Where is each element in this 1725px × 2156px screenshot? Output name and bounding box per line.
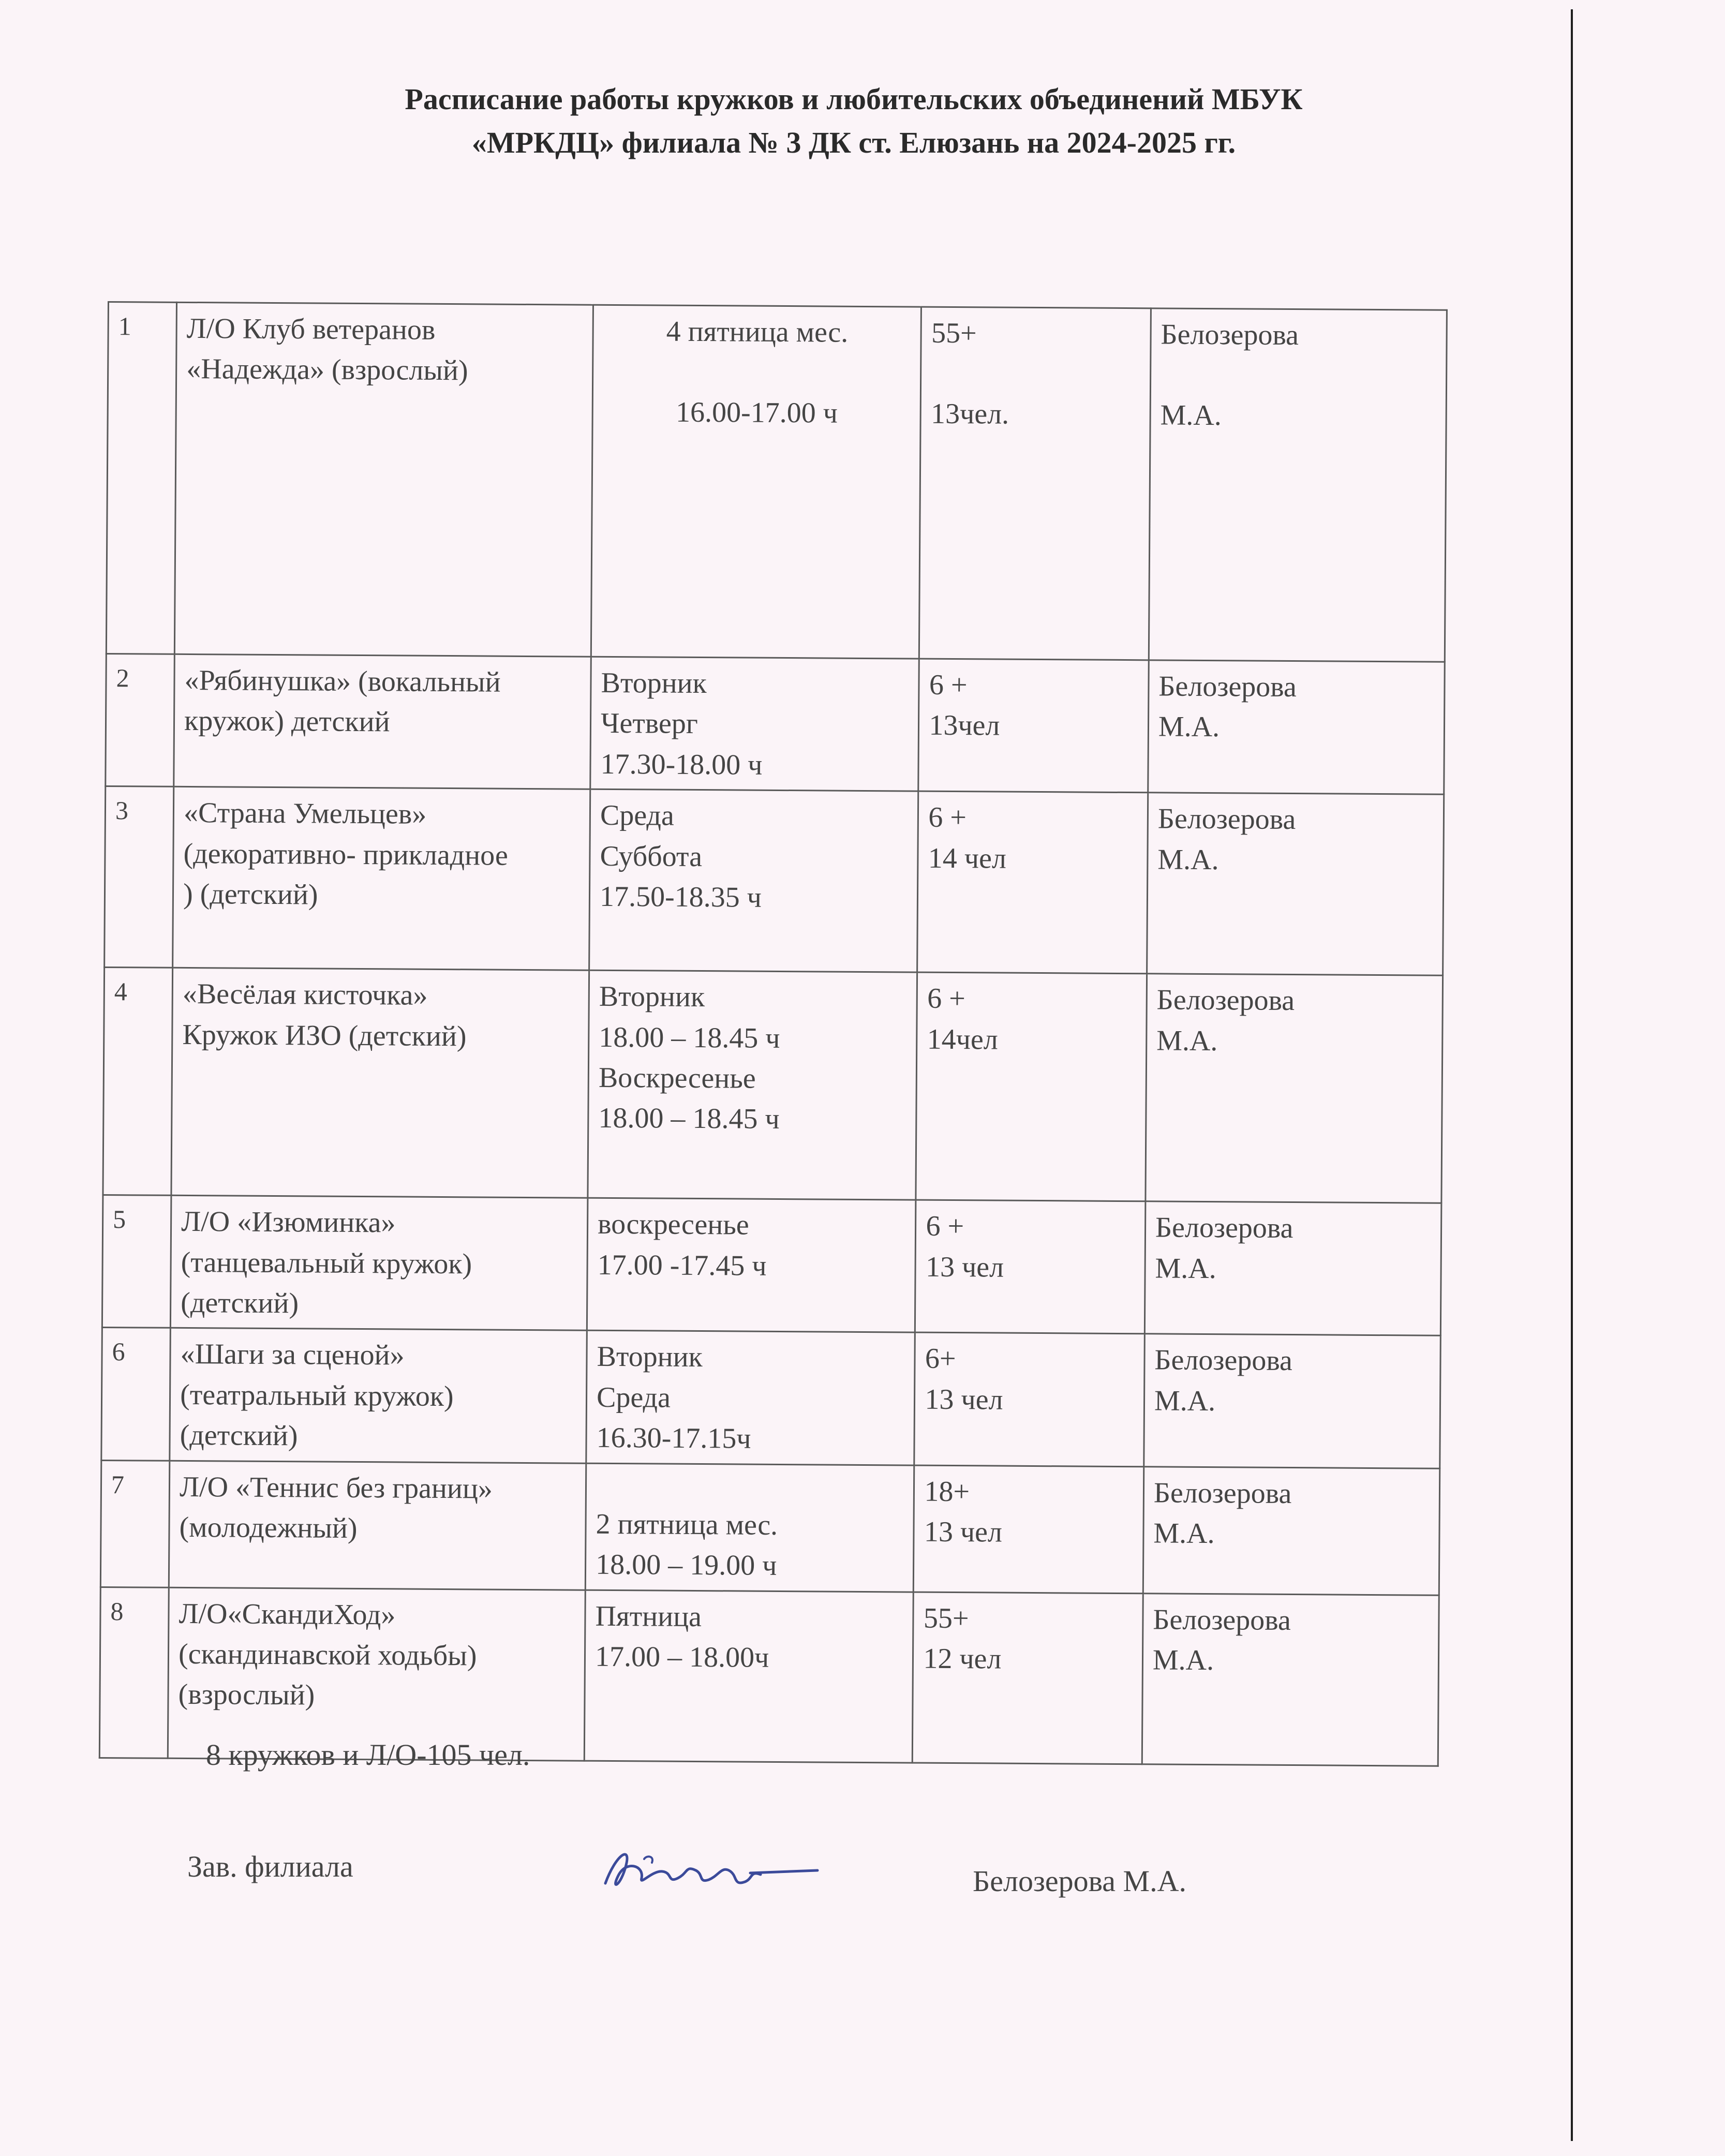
position-label: Зав. филиала	[187, 1850, 353, 1883]
page-edge-line	[1571, 9, 1573, 2141]
club-schedule: Вторник Среда 16.30-17.15ч	[586, 1331, 915, 1465]
club-leader: Белозерова М.А.	[1146, 974, 1443, 1203]
table-row	[101, 1328, 1441, 1468]
schedule-table	[99, 301, 1448, 1766]
club-schedule: 4 пятница мес. 16.00-17.00 ч	[591, 305, 921, 659]
club-schedule: Вторник Четверг 17.30-18.00 ч	[590, 657, 919, 791]
club-leader: Белозерова М.А.	[1142, 1593, 1439, 1765]
club-name: Л/О «Теннис без границ» (молодежный)	[169, 1461, 586, 1590]
club-schedule: Вторник 18.00 – 18.45 ч Воскресенье 18.00 – 18.45 ч	[588, 970, 917, 1200]
title-line-2: «МРКДЦ» филиала № 3 ДК ст. Елюзань на 2024-2025 гг.	[471, 126, 1236, 160]
club-age-count: 18+ 13 чел	[914, 1465, 1144, 1594]
club-age-count: 6+ 13 чел	[914, 1332, 1144, 1466]
club-name: «Шаги за сценой» (театральный кружок) (детский)	[170, 1328, 587, 1463]
table-row	[100, 1460, 1439, 1595]
club-age-count: 6 + 14 чел	[917, 791, 1148, 974]
club-schedule: Пятница 17.00 – 18.00ч	[584, 1590, 913, 1763]
title-line-1: Расписание работы кружков и любительских объединений МБУК	[405, 82, 1303, 116]
table-row	[102, 1195, 1441, 1336]
club-leader: Белозерова М.А.	[1143, 1466, 1440, 1595]
signature-image	[595, 1834, 823, 1901]
club-age-count: 6 + 13чел	[918, 659, 1149, 793]
club-age-count: 6 + 14чел	[916, 972, 1147, 1201]
club-name: Л/О«СкандиХод» (скандинавской ходьбы) (взрослый)	[168, 1587, 585, 1761]
total-summary: 8 кружков и Л/О-105 чел.	[206, 1738, 530, 1772]
table-row	[103, 968, 1443, 1203]
club-leader: Белозерова М.А.	[1147, 793, 1444, 975]
club-leader: Белозерова М.А.	[1144, 1201, 1441, 1336]
club-name: «Страна Умельцев» (декоративно- прикладное ) (детский)	[173, 786, 590, 970]
club-name: «Весёлая кисточка» Кружок ИЗО (детский)	[171, 968, 589, 1198]
table-row	[106, 302, 1447, 662]
club-age-count: 55+ 12 чел	[913, 1592, 1143, 1764]
club-schedule: воскресенье 17.00 -17.45 ч	[587, 1198, 916, 1332]
row-number: 8	[99, 1587, 169, 1758]
club-name: Л/О Клуб ветеранов «Надежда» (взрослый)	[174, 302, 593, 657]
row-number: 2	[106, 653, 175, 786]
club-leader: Белозерова М.А.	[1148, 660, 1445, 795]
row-number: 7	[100, 1460, 170, 1587]
club-name: Л/О «Изюминка» (танцевальный кружок) (детский)	[170, 1195, 588, 1330]
club-schedule: Среда Суббота 17.50-18.35 ч	[589, 789, 919, 972]
row-number: 1	[106, 302, 176, 655]
club-age-count: 55+ 13чел.	[919, 307, 1151, 660]
club-schedule: 2 пятница мес. 18.00 – 19.00 ч	[585, 1463, 914, 1592]
row-number: 6	[101, 1328, 171, 1461]
row-number: 5	[102, 1195, 171, 1328]
club-leader: Белозерова М.А.	[1144, 1334, 1441, 1468]
club-age-count: 6 + 13 чел	[915, 1200, 1146, 1334]
table-row	[106, 653, 1445, 794]
club-name: «Рябинушка» (вокальный кружок) детский	[174, 654, 591, 789]
club-leader: Белозерова М.А.	[1149, 308, 1447, 662]
document-title	[222, 78, 1485, 165]
row-number: 4	[103, 968, 173, 1196]
table-row	[105, 786, 1444, 976]
row-number: 3	[105, 786, 174, 968]
signer-name: Белозерова М.А.	[973, 1864, 1186, 1898]
